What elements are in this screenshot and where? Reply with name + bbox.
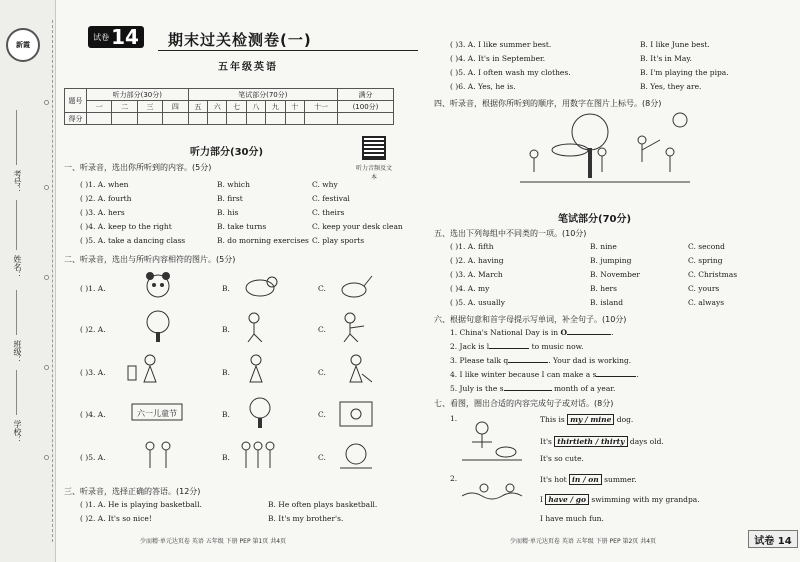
question-number: 九	[266, 101, 285, 113]
q2-option[interactable]: B.	[222, 410, 230, 419]
class-line	[16, 290, 17, 335]
question-number: 十	[285, 101, 304, 113]
panda-picture	[138, 268, 178, 302]
q3-option[interactable]: ( )6. A. Yes, he is.	[450, 82, 516, 91]
q7-sentence: It's thirtieth / thirty days old.	[540, 437, 664, 446]
q2-option[interactable]: C.	[318, 410, 326, 419]
score-cell[interactable]	[285, 113, 304, 125]
q7-sentence: I have / go swimming with my grandpa.	[540, 495, 700, 504]
q1-option[interactable]: C. why	[312, 180, 338, 189]
q3-option[interactable]: ( )4. A. It's in September.	[450, 54, 546, 63]
q2-option[interactable]: B.	[222, 284, 230, 293]
exam-number-line	[16, 110, 17, 165]
binding-hole	[44, 185, 49, 190]
q1-option[interactable]: C. play sports	[312, 236, 365, 245]
q7-sentence: This is my / mine dog.	[540, 415, 634, 424]
banner-text: 六一儿童节	[137, 409, 177, 418]
q5-option[interactable]: ( )3. A. March	[450, 270, 503, 279]
qr-label: 听力音频及文本	[355, 165, 392, 181]
girl-with-dog-picture	[462, 418, 522, 462]
question-number: 三	[137, 101, 162, 113]
q3-option[interactable]: B. I like June best.	[640, 40, 710, 49]
q1-option[interactable]: ( )2. A. fourth	[80, 194, 132, 203]
binding-hole	[44, 455, 49, 460]
q7-number: 2.	[450, 474, 458, 483]
girl-picture	[126, 352, 166, 386]
choice-box[interactable]: have / go	[545, 494, 589, 505]
full-score-header: 满分	[337, 89, 393, 101]
q5-option[interactable]: C. second	[688, 242, 725, 251]
q1-option[interactable]: C. theirs	[312, 208, 345, 217]
scene-picture	[336, 438, 376, 472]
q3-option[interactable]: B. I'm playing the pipa.	[640, 68, 729, 77]
q2-heading: 二、听录音，选出与所听内容相符的图片。(5分)	[64, 255, 236, 264]
q2-option[interactable]: ( )5. A.	[80, 453, 106, 462]
choice-box[interactable]: thirtieth / thirty	[554, 436, 627, 447]
q2-option[interactable]: B.	[222, 368, 230, 377]
q2-option[interactable]: C.	[318, 284, 326, 293]
swimming-picture	[462, 476, 532, 506]
score-cell[interactable]	[208, 113, 227, 125]
q5-option[interactable]: ( )1. A. fifth	[450, 242, 494, 251]
scene-picture	[336, 396, 376, 430]
tree-picture	[138, 308, 178, 342]
listening-section-header: 听力部分(30分)	[87, 89, 189, 101]
q1-option[interactable]: ( )4. A. keep to the right	[80, 222, 172, 231]
q3-option[interactable]: ( )5. A. I often wash my clothes.	[450, 68, 571, 77]
answer-blank[interactable]	[596, 376, 636, 377]
q1-option[interactable]: B. do morning exercises	[217, 236, 309, 245]
q1-option[interactable]: C. festival	[312, 194, 350, 203]
boy-picture	[336, 308, 376, 342]
q2-option[interactable]: C.	[318, 453, 326, 462]
q7-sentence: It's so cute.	[540, 454, 584, 463]
page-subtitle: 五年级英语	[218, 62, 278, 73]
q1-heading: 一、听录音，选出你所听到的内容。(5分)	[64, 163, 212, 172]
exam-number-label: 考号：	[13, 170, 22, 194]
paper-badge-bottom: 试卷 14	[748, 530, 798, 548]
score-cell[interactable]	[337, 113, 393, 125]
written-title: 笔试部分(70分)	[558, 214, 632, 225]
q3-option[interactable]: B. He often plays basketball.	[268, 500, 378, 509]
cut-line	[52, 20, 53, 542]
q1-option[interactable]: C. keep your desk clean	[312, 222, 403, 231]
score-cell[interactable]	[112, 113, 137, 125]
q6-sentence: 2. Jack is l to music now.	[450, 342, 584, 351]
q1-option[interactable]: B. take turns	[217, 222, 267, 231]
page-footer-right: 少而精·单元达页卷 英语 五年级 下册 PEP 第2页 共4页	[510, 538, 657, 545]
question-number: 八	[246, 101, 265, 113]
childrens-day-banner	[130, 396, 184, 430]
q5-option[interactable]: ( )2. A. having	[450, 256, 504, 265]
answer-blank[interactable]	[504, 390, 552, 391]
q3-option[interactable]: B. It's in May.	[640, 54, 692, 63]
score-table-header: 题号	[65, 89, 87, 113]
binding-hole	[44, 275, 49, 280]
answer-blank[interactable]	[489, 348, 529, 349]
q3-heading: 三、听录音，选择正确的答语。(12分)	[64, 487, 201, 496]
boy-picture	[240, 308, 280, 342]
q5-option[interactable]: B. jumping	[590, 256, 632, 265]
q1-option[interactable]: ( )3. A. hers	[80, 208, 125, 217]
q1-option[interactable]: B. which	[217, 180, 250, 189]
animal-picture	[240, 268, 280, 302]
paper-badge: 试卷 14	[88, 26, 144, 48]
q3-option[interactable]: ( )3. A. I like summer best.	[450, 40, 552, 49]
q6-sentence: 3. Please talk q . Your dad is working.	[450, 356, 632, 365]
publisher-logo: 新霞	[6, 28, 40, 62]
q7-number: 1.	[450, 414, 458, 423]
question-number: 二	[112, 101, 137, 113]
girl-picture	[236, 352, 276, 386]
choice-box[interactable]: my / mine	[567, 414, 614, 425]
q2-option[interactable]: B.	[222, 453, 230, 462]
question-number: 十一	[304, 101, 337, 113]
score-table	[64, 88, 394, 125]
school-line	[16, 370, 17, 415]
children-picture	[138, 438, 178, 472]
question-number: 四	[163, 101, 188, 113]
q5-option[interactable]: B. island	[590, 298, 624, 307]
score-row-label: 得分	[65, 113, 87, 125]
q6-sentence: 1. China's National Day is in O .	[450, 328, 614, 337]
q3-option[interactable]: ( )2. A. It's so nice!	[80, 514, 152, 523]
q2-option[interactable]: C.	[318, 368, 326, 377]
page-footer-left: 少而精·单元达页卷 英语 五年级 下册 PEP 第1页 共4页	[140, 538, 287, 545]
answer-blank[interactable]	[567, 334, 611, 335]
q6-heading: 六、根据句意和首字母提示写单词，补全句子。(10分)	[434, 315, 627, 324]
score-cell[interactable]	[163, 113, 188, 125]
q3-option[interactable]: B. Yes, they are.	[640, 82, 702, 91]
question-number: 五	[188, 101, 207, 113]
q7-sentence: It's hot in / on summer.	[540, 475, 637, 484]
q5-option[interactable]: C. always	[688, 298, 725, 307]
q1-option[interactable]: ( )1. A. when	[80, 180, 129, 189]
q5-option[interactable]: C. spring	[688, 256, 723, 265]
q1-option[interactable]: B. first	[217, 194, 243, 203]
q7-heading: 七、看图，圈出合适的内容完成句子或对话。(8分)	[434, 399, 614, 408]
q4-heading: 四、听录音，根据你所听到的顺序，用数字在图片上标号。(8分)	[434, 99, 662, 108]
girl-picture	[336, 352, 376, 386]
q5-option[interactable]: C. Christmas	[688, 270, 738, 279]
children-picture	[236, 438, 276, 472]
playground-scene-picture	[520, 110, 690, 186]
question-number: 六	[208, 101, 227, 113]
q2-option[interactable]: ( )1. A.	[80, 284, 106, 293]
class-label: 班级：	[13, 340, 22, 364]
q6-sentence: 5. July is the s month of a year.	[450, 384, 616, 393]
q5-option[interactable]: B. nine	[590, 242, 617, 251]
animal-picture	[336, 268, 376, 302]
q5-option[interactable]: ( )4. A. my	[450, 284, 490, 293]
question-number: 七	[227, 101, 246, 113]
binding-strip	[0, 0, 56, 562]
score-cell[interactable]	[304, 113, 337, 125]
binding-hole	[44, 100, 49, 105]
q1-option[interactable]: ( )5. A. take a dancing class	[80, 236, 186, 245]
name-label: 姓名：	[13, 255, 22, 279]
title-rule	[158, 50, 418, 51]
qr-code[interactable]	[362, 136, 386, 160]
tree-picture	[240, 396, 280, 430]
q3-option[interactable]: B. It's my brother's.	[268, 514, 344, 523]
q5-option[interactable]: B. November	[590, 270, 640, 279]
q3-option[interactable]: ( )1. A. He is playing basketball.	[80, 500, 202, 509]
exam-header	[88, 26, 418, 86]
q2-option[interactable]: B.	[222, 325, 230, 334]
binding-hole	[44, 365, 49, 370]
q7-sentence: I have much fun.	[540, 514, 604, 523]
score-cell[interactable]	[188, 113, 207, 125]
q2-option[interactable]: C.	[318, 325, 326, 334]
written-section-header: 笔试部分(70分)	[188, 89, 337, 101]
q6-sentence: 4. I like winter because I can make a s .	[450, 370, 639, 379]
q5-option[interactable]: ( )5. A. usually	[450, 298, 505, 307]
score-cell[interactable]	[227, 113, 246, 125]
school-label: 学校：	[13, 420, 22, 444]
q1-option[interactable]: B. his	[217, 208, 239, 217]
score-cell[interactable]	[87, 113, 112, 125]
q5-option[interactable]: B. hers	[590, 284, 617, 293]
page-title: 期末过关检测卷(一)	[168, 31, 312, 49]
score-cell[interactable]	[266, 113, 285, 125]
choice-box[interactable]: in / on	[569, 474, 602, 485]
q5-option[interactable]: C. yours	[688, 284, 720, 293]
q2-option[interactable]: ( )3. A.	[80, 368, 106, 377]
listening-title: 听力部分(30分)	[190, 147, 264, 158]
q2-option[interactable]: ( )4. A.	[80, 410, 106, 419]
answer-blank[interactable]	[508, 362, 548, 363]
q5-heading: 五、选出下列每组中不同类的一项。(10分)	[434, 229, 587, 238]
full-score-value: (100分)	[337, 101, 393, 113]
q2-option[interactable]: ( )2. A.	[80, 325, 106, 334]
question-number: 一	[87, 101, 112, 113]
name-line	[16, 200, 17, 250]
score-cell[interactable]	[246, 113, 265, 125]
score-cell[interactable]	[137, 113, 162, 125]
